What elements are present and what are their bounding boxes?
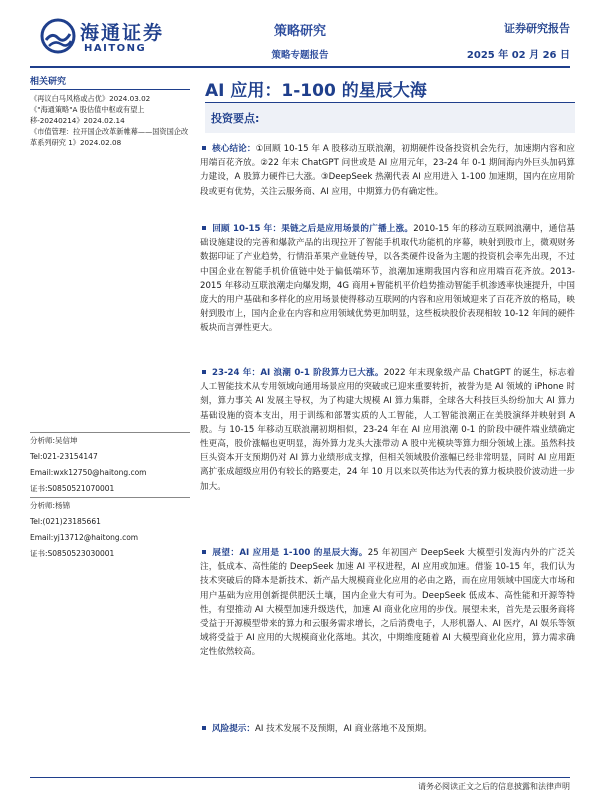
paragraph-text: 2022 年末现象级产品 ChatGPT 的诞生，标志着人工智能技术从专用领域向通用场景应用的突破或已迎来重要转折，被誉为是 AI 领域的 iPhone 时刻，算力事关 AI 发展主导权，为了构建大规模 AI 算力集群，全球各大科技巨头纷纷加大 AI 算力基础设施的资本支出，用于训练和部署实质的人工智能，人工智能浪潮正在美股演绎并映射到 A 股。与 10-15 年移动互联浪潮初期相似，23-24 年在 AI 应用浪潮 0-1 的阶段中硬件端业绩确定性更高，股价涨幅也更明显，海外算力龙头大涨带动 A 股中光模块等算力细分领域上涨。虽然科技巨头资本开支预期仍对 AI 算力业绩形成支撑，但相关领域股价涨幅已经非常明显，同时 AI 应用距离扩张成超级应用仍有较长的路要走，24 年 10 月以来以英伟达为代表的算力板块股价波动进一步加大。	[200, 368, 575, 492]
related-item[interactable]: 《市值管理：拉开国企改革新帷幕——国资国企改革系列研究 1》2024.02.08	[30, 127, 189, 147]
analyst-name: 分析师:吴信坤	[30, 436, 78, 445]
haitong-logo-icon	[40, 18, 76, 54]
related-research	[30, 74, 190, 148]
paragraph-lead: 23-24 年：AI 浪潮 0-1 阶段算力已大涨。	[212, 368, 384, 378]
analyst-tel: Tel:(021)23185661	[30, 517, 101, 526]
bullet-icon	[202, 370, 206, 374]
analyst-block-1	[30, 432, 190, 497]
related-item[interactable]: 《"海通策略"A 股估值中枢或有望上移-20240214》2024.02.14	[30, 105, 145, 125]
analyst-cert: 证书:S0850523030001	[30, 549, 115, 558]
logo	[40, 16, 170, 60]
paragraph-text: 2010-15 年的移动互联网浪潮中，通信基础设施建设的完善和爆款产品的出现拉开了智能手机取代功能机的序幕，映射到股市上，微观财务数据印证了产业趋势，行情沿革果产业链传导，以各类硬件设备为主题的投资机会率先出现，不过中国企业在智能手机价值链中处于偏低端环节，浪潮加速期我国内容和应用端百花齐放。2013-2015 年移动互联浪潮走向爆发期，4G 商用+智能机平价趋势推动智能手机渗透率快速提升，中国庞大的用户基础和多样化的应用场景使得移动互联网的内容和应用领域迎来了百花齐放的格局，映射到股市上，国内企业在内容和应用领域优势更加明显，这些板块股价表现相较 10-12 年间的硬件板块而言弹性更大。	[200, 224, 575, 334]
section-title: 策略研究	[273, 24, 326, 39]
header-center	[230, 20, 370, 61]
bullet-icon	[202, 226, 206, 230]
related-list	[30, 93, 190, 148]
paragraph-lead: 风险提示：	[212, 724, 255, 734]
paragraph-review-10-15	[200, 222, 575, 336]
related-item[interactable]: 《再议白马风格或占优》2024.03.02	[30, 94, 151, 103]
header-right	[467, 20, 570, 61]
analyst-email[interactable]: Email:wxk12750@haitong.com	[30, 468, 147, 477]
logo-chinese-text: 海通证券	[80, 22, 165, 44]
header	[0, 0, 600, 68]
paragraph-lead: 回顾 10-15 年：果链之后是应用场景的广播上涨。	[212, 224, 414, 234]
analyst-name: 分析师:杨锦	[30, 501, 71, 510]
footer-divider	[30, 777, 570, 778]
paragraph-23-24	[200, 366, 575, 494]
related-title: 相关研究	[30, 74, 190, 90]
section-subtitle: 策略专题报告	[271, 50, 329, 61]
paragraph-lead: 展望：AI 应用是 1-100 的星辰大海。	[212, 548, 368, 558]
paragraph-text: ①回顾 10-15 年 A 股移动互联浪潮，初期硬件设备投资机会先行，加速期内容和应用端百花齐放。②22 年末 ChatGPT 问世或是 AI 应用元年，23-24 年 0-1 期间海内外巨头加码算力建设，A 股算力硬件已大涨。③DeepSeek 热潮代表 AI 应用进入 1-100 加速期，国内在应用阶段或更有优势，关注云服务商、AI 应用，中期算力仍有确定性。	[200, 144, 575, 197]
analyst-cert: 证书:S0850521070001	[30, 484, 115, 493]
paragraph-core-conclusion	[200, 142, 575, 199]
analyst-email[interactable]: Email:yj13712@haitong.com	[30, 533, 139, 542]
paragraph-outlook	[200, 546, 575, 660]
header-divider	[30, 66, 570, 68]
report-date: 2025 年 02 月 26 日	[466, 50, 570, 61]
bullet-icon	[202, 550, 206, 554]
logo-english-text: HAITONG	[84, 43, 147, 54]
paragraph-risk	[200, 722, 575, 736]
key-points-title: 投资要点:	[211, 112, 260, 125]
paragraph-lead: 核心结论：	[212, 144, 256, 154]
bullet-icon	[202, 146, 206, 150]
paragraph-text: AI 技术发展不及预期，AI 商业落地不及预期。	[254, 724, 432, 734]
analyst-block-2	[30, 497, 190, 562]
paragraph-text: 25 年初国产 DeepSeek 大模型引发海内外的广泛关注，低成本、高性能的 DeepSeek 加速 AI 平权进程，AI 应用或加速。借鉴 10-15 年，我们认为技术突破后的降本是新技术、新产品大规模商业化应用的必由之路，而在应用领域中国庞大市场和用户基础为应用创新提供肥沃土壤，国内企业大有可为。DeepSeek 低成本、高性能和开源等特性，有望推动 AI 大模型加速升级迭代，加速 AI 商业化应用的步伐。展望未来，首先是云服务商将受益于开源模型带来的算力和云服务需求增长，之后消费电子，人形机器人、AI 医疗，AI 娱乐等领域将受益于 AI 应用的大规模商业化落地。其次，中期维度随着 AI 大模型商业化应用，算力需求确定性依然较高。	[200, 548, 575, 658]
analyst-tel: Tel:021-23154147	[30, 452, 98, 461]
report-type: 证券研究报告	[504, 22, 570, 35]
bullet-icon	[202, 726, 206, 730]
footer-disclaimer: 请务必阅读正文之后的信息披露和法律声明	[418, 782, 570, 791]
key-points-header	[205, 102, 575, 133]
report-title: AI 应用：1-100 的星辰大海	[205, 81, 427, 101]
